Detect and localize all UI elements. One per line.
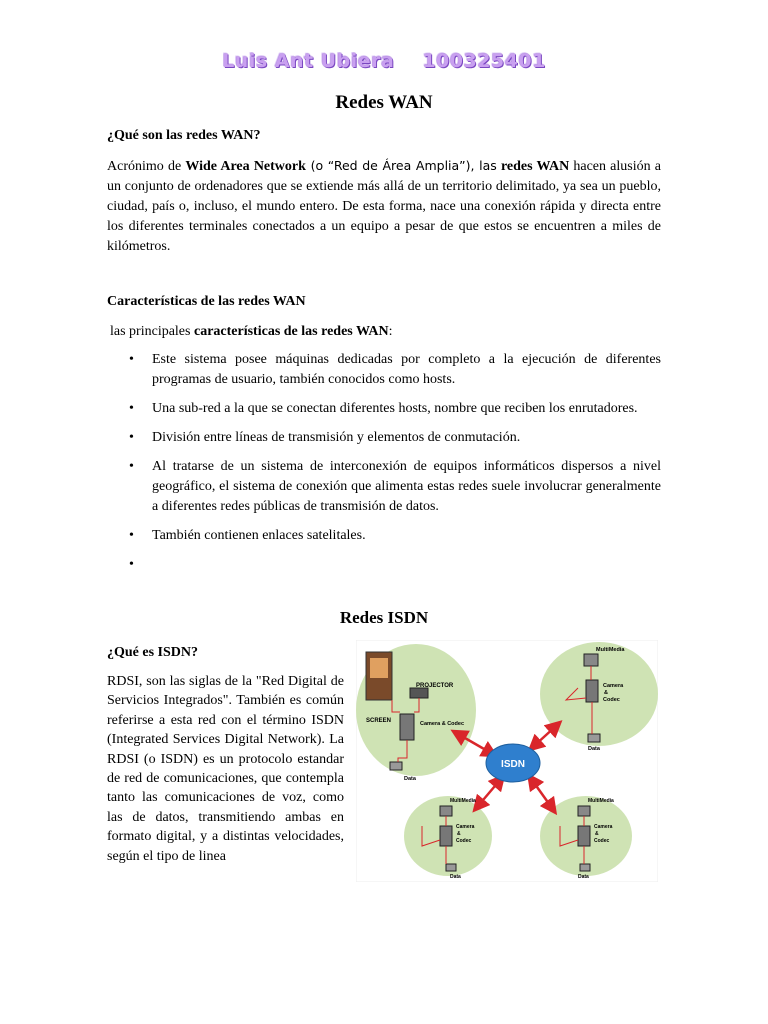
bullet: • (129, 352, 134, 367)
multimedia-label: MultiMedia (588, 798, 614, 804)
section-heading-wan: ¿Qué son las redes WAN? (107, 128, 261, 143)
text-run: : (388, 324, 393, 339)
list-item (107, 399, 661, 419)
list-item-text: También contienen enlaces satelitales. (152, 528, 366, 543)
multimedia-label: MultiMedia (450, 798, 476, 804)
isdn-hub-label: ISDN (501, 759, 525, 770)
page-title: Redes WAN (335, 92, 433, 113)
data-label: Data (588, 746, 600, 752)
screen-label: SCREEN (366, 718, 392, 724)
features-intro (110, 322, 664, 342)
multimedia-icon (584, 654, 598, 666)
wan-definition-paragraph (107, 156, 661, 257)
list-item-text: Una sub-red a la que se conectan diferentes hosts, nombre que reciben los enrutadores. (152, 401, 638, 416)
projector-label: PROJECTOR (416, 683, 454, 689)
list-item (107, 350, 661, 390)
camera-label: Camera (594, 824, 613, 830)
data-label: Data (404, 776, 416, 782)
camera-icon (578, 826, 590, 846)
codec-label: Codec (603, 697, 620, 703)
camera-label: Camera (603, 683, 624, 689)
text-run: Acrónimo de (107, 159, 182, 174)
features-list (107, 350, 661, 584)
list-item (107, 428, 661, 448)
bullet: • (129, 528, 134, 543)
list-item (107, 457, 661, 517)
data-terminal-icon (390, 762, 402, 770)
bold-term: características de las redes WAN (193, 324, 389, 339)
list-item-text: Al tratarse de un sistema de interconexión de equipos informáticos dispersos a nivel geográfico, el sistema de conexión que alimenta estas redes suele involucrar generalmente a diferentes redes públicas de transmisión de datos. (152, 459, 661, 514)
bullet: • (129, 430, 134, 445)
camera-codec-icon (400, 714, 414, 740)
section-heading-features: Características de las redes WAN (107, 294, 306, 309)
section-title-isdn: Redes ISDN (339, 608, 429, 627)
data-terminal-icon (580, 864, 590, 871)
text-run: (o “Red de Área Amplia”), las (305, 158, 497, 173)
amp-label: & (604, 690, 608, 696)
screen-image-icon (370, 658, 388, 678)
projector-icon (410, 688, 428, 698)
isdn-network-diagram (356, 640, 658, 882)
multimedia-icon (440, 806, 452, 816)
list-item (107, 526, 661, 546)
list-item-text: División entre líneas de transmisión y elementos de conmutación. (152, 430, 521, 445)
bullet: • (129, 401, 134, 416)
camera-icon (586, 680, 598, 702)
section-heading-isdn: ¿Qué es ISDN? (107, 645, 199, 660)
camera-codec-label: Camera & Codec (420, 721, 465, 727)
isdn-paragraph: RDSI, son las siglas de la "Red Digital de Servicios Integrados". También es común referirse a esta red con el término ISDN (Integrated Services Digital Network). La RDSI (o ISDN) es un protocolo estandar de red de comunicaciones, que contempla tanto las comunicaciones de voz, como las de datos, transmitiendo ambas en formato digital, y a distintas velocidades, según el tipo de linea (107, 674, 344, 864)
codec-label: Codec (456, 838, 472, 844)
multimedia-icon (578, 806, 590, 816)
bold-term: redes WAN (500, 159, 570, 174)
author-name: Luis Ant Ubiera (222, 50, 395, 72)
text-run: las principales (110, 324, 191, 339)
multimedia-label: MultiMedia (596, 647, 625, 653)
bullet: • (129, 459, 134, 474)
data-terminal-icon (446, 864, 456, 871)
bold-term: Wide Area Network (185, 159, 306, 174)
codec-label: Codec (594, 838, 610, 844)
data-terminal-icon (588, 734, 600, 742)
amp-label: & (595, 831, 599, 837)
author-id: 100325401 (422, 50, 546, 72)
amp-label: & (457, 831, 461, 837)
bullet: • (129, 557, 134, 572)
camera-icon (440, 826, 452, 846)
camera-label: Camera (456, 824, 475, 830)
author-header (0, 50, 768, 72)
data-label: Data (450, 874, 461, 880)
list-item (107, 555, 661, 575)
node-top-right-ellipse (540, 642, 658, 746)
text-run: hacen alusión a un conjunto de ordenadores que se extiende más allá de un territorio delimitado, ya sea un pueblo, ciudad, país o, incluso, el mundo entero. De esta forma, nace una conexión rápida y directa entre los diferentes terminales conectados a un equipo a pesar de que estos se encuentren a miles de kilómetros. (107, 159, 661, 254)
list-item-text: Este sistema posee máquinas dedicadas por completo a la ejecución de diferentes programas de usuario, también conocidos como hosts. (152, 352, 661, 387)
data-label: Data (578, 874, 589, 880)
